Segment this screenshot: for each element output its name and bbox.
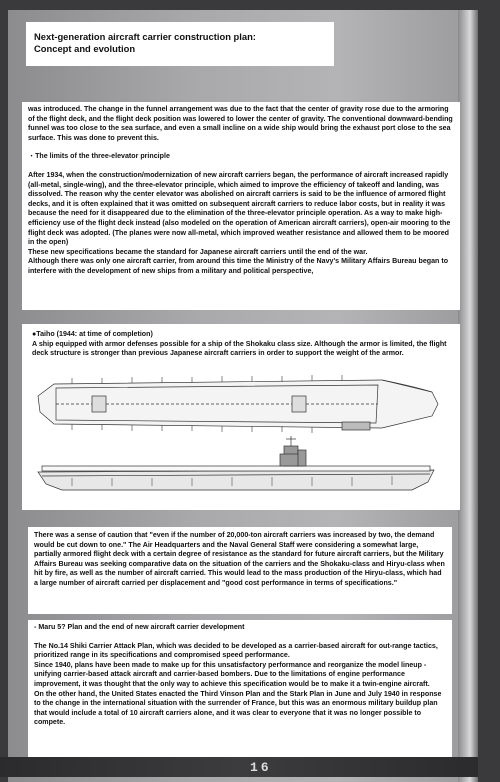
page-title-line-1: Next-generation aircraft carrier construction plan: xyxy=(34,31,256,42)
taiho-heading: ●Taiho (1944: at time of completion) xyxy=(32,330,153,338)
book-spine xyxy=(458,10,478,782)
section-heading-maru: - Maru 5? Plan and the end of new aircraft carrier development xyxy=(34,623,245,631)
page-title-line-2: Concept and evolution xyxy=(34,43,136,54)
taiho-ship-drawing xyxy=(32,372,442,500)
funnel-paragraph: was introduced. The change in the funnel arrangement was due to the fact that the center of gravity rose due to the armoring of the flight deck, and the flight deck position was lowered to lower the center of gravity. The conventional downward-bending funnel was too close to the sea surface, and even a small incline on a wide ship would bring the exhaust port close to the sea surface. This was done to prevent this. xyxy=(28,105,453,142)
caution-text-box xyxy=(28,527,452,614)
ship-top-view xyxy=(38,375,438,433)
lineup-paragraph: Since 1940, plans have been made to make up for this unsatisfactory performance and reorganize the model lineup - unifying carrier-based attack aircraft and carrier-based bombers. Due to the limitations of engine performance improvement, it was thought that the only way to achieve this specification would be to make it a twin-engine aircraft. xyxy=(34,660,430,688)
taiho-figure-box xyxy=(22,324,460,510)
caution-paragraph: There was a sense of caution that "even if the number of 20,000-ton aircraft carriers was increased by two, the demand would be cut down to one." The Air Headquarters and the Naval General Staff were considering a somewhat large, partially armored flight deck with a certain degree of resistance as the standard for future aircraft carriers, but the Military Affairs Bureau was seeking comparative data on the situation of the carriers and the Shokaku-class and Hiryu-class when hit by fire, as well as the number of aircraft carried. This would lead to the mass production of the Hiryu-class, which had a large number of aircraft carried per displacement and "good cost performance in terms of specifications." xyxy=(34,531,445,587)
main-text-box xyxy=(22,102,460,310)
us-buildup-paragraph: On the other hand, the United States enacted the Third Vinson Plan and the Stark Plan in June and July 1940 in response to the change in the international situation with the surrender of France, but this was an enormous military buildup plan that would include a total of 10 aircraft carriers alone, and it was clear to everyone that it was no longer possible to compete. xyxy=(34,689,442,727)
shiki-attack-paragraph: The No.14 Shiki Carrier Attack Plan, which was decided to be developed as a carrier-based aircraft for out-range tactics, prioritized range in its specifications and compromised speed performance. xyxy=(34,641,438,660)
standard-paragraph: These new specifications became the standard for Japanese aircraft carriers until the end of the war. xyxy=(28,247,368,256)
page-number: 16 xyxy=(250,760,272,775)
maru-plan-text-box xyxy=(28,620,452,760)
title-box xyxy=(26,22,334,66)
taiho-description: A ship equipped with armor defenses possible for a ship of the Shokaku class size. Although the armor is limited, the flight deck structure is stronger than previous Japanese aircraft carriers in order to support the weight of the armor. xyxy=(32,339,447,358)
ship-side-view xyxy=(38,436,434,490)
page-footer-bar xyxy=(0,757,478,777)
section-heading-elevator: ・The limits of the three-elevator principle xyxy=(28,152,170,161)
elevator-paragraph: After 1934, when the construction/modernization of new aircraft carriers began, the performance of aircraft increased rapidly (all-metal, single-wing), and the three-elevator principle, which aimed to improve the efficiency of takeoff and landing, was dissolved. The reason why the center elevator was abolished on aircraft carriers is said to be the influence of armored flight decks, and it is often explained that it was omitted on subsequent aircraft carriers to reduce labor costs, but in reality it was because the need for it disappeared due to the elimination of the three-elevator principle operation. As a way to make high-efficiency use of the flight deck instead (also modeled on the operation of American aircraft carriers), open-air mooring to the flight deck was adopted. (The planes were now all-metal, which improved weather resistance and allowed them to be moored in the open) xyxy=(28,170,451,247)
bureau-paragraph: Although there was only one aircraft carrier, from around this time the Ministry of the Navy's Military Affairs Bureau began to interfere with the development of new ships from a military and political perspective, xyxy=(28,257,449,275)
